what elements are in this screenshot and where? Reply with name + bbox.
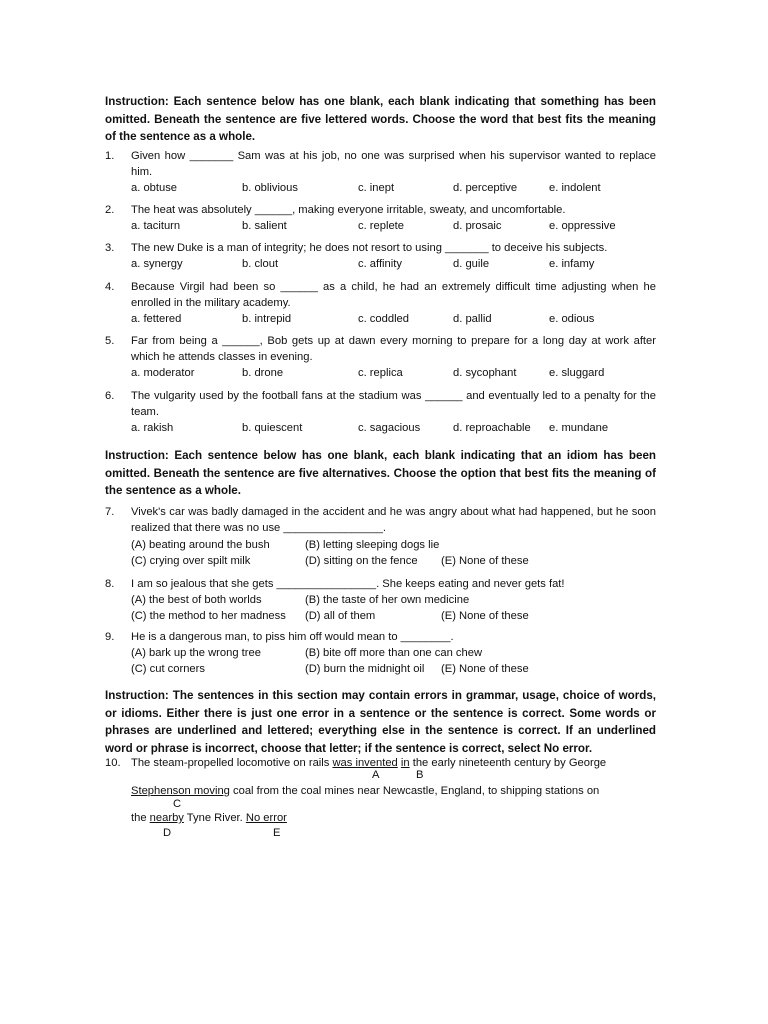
sentence-text: the early nineteenth century by George [409, 757, 607, 769]
option-e: (E) None of these [441, 663, 529, 675]
option-a: a. moderator [131, 367, 195, 379]
question-number: 7. [105, 506, 115, 518]
sentence-text: the [131, 812, 150, 824]
option-e: e. oppressive [549, 220, 616, 232]
option-e: e. infamy [549, 258, 595, 270]
option-c: c. inept [358, 182, 395, 194]
question-number: 3. [105, 242, 115, 254]
label-letter-d: D [163, 827, 172, 839]
option-d: d. pallid [453, 313, 492, 325]
sentence-line-3 [131, 810, 287, 826]
option-row [131, 592, 656, 608]
option-e: e. mundane [549, 422, 609, 434]
option-row [131, 256, 656, 272]
option-c: (C) crying over spilt milk [131, 555, 251, 567]
option-c: c. replete [358, 220, 405, 232]
sentence-line-2 [131, 783, 599, 799]
question-number: 6. [105, 390, 115, 402]
option-c: (C) the method to her madness [131, 610, 286, 622]
instruction-section-2: Instruction: Each sentence below has one blank, each blank indicating that an idiom has been omitted. Beneath the sentence are five alternatives. Choose the option that best fits the meaning of the sentence as a whole. [105, 449, 656, 497]
option-b: b. oblivious [242, 182, 298, 194]
question-number: 1. [105, 150, 115, 162]
option-d: d. guile [453, 258, 490, 270]
option-d: d. sycophant [453, 367, 517, 379]
option-row [131, 420, 656, 436]
option-d: (D) all of them [305, 610, 376, 622]
option-a: a. obtuse [131, 182, 178, 194]
option-d: (D) burn the midnight oil [305, 663, 425, 675]
underlined-part-a: was invented [332, 757, 398, 769]
underlined-part-e: No error [245, 812, 287, 824]
option-row [131, 608, 656, 624]
question-number: 2. [105, 204, 115, 216]
label-letter-a: A [372, 769, 380, 781]
sentence-text: coal from the coal mines near Newcastle, England, to shipping stations on [229, 785, 600, 797]
option-row [131, 537, 656, 553]
underlined-part-b: in [400, 757, 410, 769]
option-row [131, 311, 656, 327]
question-number: 9. [105, 631, 115, 643]
question-number: 8. [105, 578, 115, 590]
question-stem: Vivek's car was badly damaged in the accident and he was angry about what had happened, but he soon realized that there was no use ________________. [131, 506, 656, 534]
sentence-line-1 [131, 755, 606, 771]
option-b: b. quiescent [242, 422, 303, 434]
option-a: a. taciturn [131, 220, 181, 232]
question-stem: Far from being a ______, Bob gets up at dawn every morning to prepare for a long day at work after which he attends classes in evening. [131, 335, 656, 363]
option-a: (A) beating around the bush [131, 539, 270, 551]
option-row [131, 180, 656, 196]
option-c: c. replica [358, 367, 403, 379]
option-a: a. rakish [131, 422, 174, 434]
question-stem: He is a dangerous man, to piss him off would mean to ________. [131, 631, 454, 643]
option-d: d. perceptive [453, 182, 518, 194]
option-b: (B) bite off more than one can chew [305, 647, 483, 659]
option-c: (C) cut corners [131, 663, 205, 675]
option-row [131, 645, 656, 661]
option-e: (E) None of these [441, 555, 529, 567]
instruction-section-1: Instruction: Each sentence below has one blank, each blank indicating that something has been omitted. Beneath the sentence are five lettered words. Choose the word that best fits the meaning of the sentence as a whole. [105, 95, 656, 143]
option-row [131, 365, 656, 381]
option-e: e. sluggard [549, 367, 605, 379]
option-b: (B) letting sleeping dogs lie [305, 539, 440, 551]
option-a: (A) bark up the wrong tree [131, 647, 261, 659]
option-d: (D) sitting on the fence [305, 555, 418, 567]
label-letter-e: E [273, 827, 281, 839]
sentence-text: Tyne River. [183, 812, 246, 824]
option-c: c. sagacious [358, 422, 421, 434]
question-stem: Given how _______ Sam was at his job, no one was surprised when his supervisor wanted to replace him. [131, 150, 656, 178]
question-10 [105, 755, 658, 845]
sentence-text: The steam-propelled locomotive on rails [131, 757, 333, 769]
option-row [131, 661, 656, 677]
option-row [131, 553, 656, 569]
option-a: a. fettered [131, 313, 182, 325]
option-b: b. drone [242, 367, 284, 379]
underlined-part-d: nearby [149, 812, 184, 824]
option-b: b. salient [242, 220, 287, 232]
option-a: a. synergy [131, 258, 183, 270]
option-d: d. reproachable [453, 422, 531, 434]
question-number: 5. [105, 335, 115, 347]
option-row [131, 218, 656, 234]
option-b: b. clout [242, 258, 279, 270]
instruction-section-3: Instruction: The sentences in this section may contain errors in grammar, usage, choice of words, or idioms. Either there is just one error in a sentence or the sentence is correct. Some words or phrases are underlined and lettered; everything else in the sentence is correct. If an underlined word or phrase is incorrect, choose that letter; if the sentence is correct, select No error. [105, 689, 656, 755]
question-number: 10. [105, 757, 121, 769]
question-stem: I am so jealous that she gets ________________. She keeps eating and never gets fat! [131, 578, 565, 590]
underlined-part-c: Stephenson moving [131, 785, 230, 797]
option-a: (A) the best of both worlds [131, 594, 262, 606]
label-letter-c: C [173, 798, 182, 810]
option-b: (B) the taste of her own medicine [305, 594, 470, 606]
question-stem: Because Virgil had been so ______ as a child, he had an extremely difficult time adjusting when he enrolled in the military academy. [131, 281, 656, 309]
option-b: b. intrepid [242, 313, 292, 325]
question-stem: The vulgarity used by the football fans at the stadium was ______ and eventually led to a penalty for the team. [131, 390, 656, 418]
option-c: c. coddled [358, 313, 409, 325]
label-letter-b: B [416, 769, 424, 781]
option-e: e. indolent [549, 182, 601, 194]
question-stem: The new Duke is a man of integrity; he does not resort to using _______ to deceive his subjects. [131, 242, 608, 254]
option-d: d. prosaic [453, 220, 502, 232]
option-e: e. odious [549, 313, 595, 325]
question-number: 4. [105, 281, 115, 293]
question-stem: The heat was absolutely ______, making everyone irritable, sweaty, and uncomfortable. [131, 204, 566, 216]
option-e: (E) None of these [441, 610, 529, 622]
option-c: c. affinity [358, 258, 402, 270]
